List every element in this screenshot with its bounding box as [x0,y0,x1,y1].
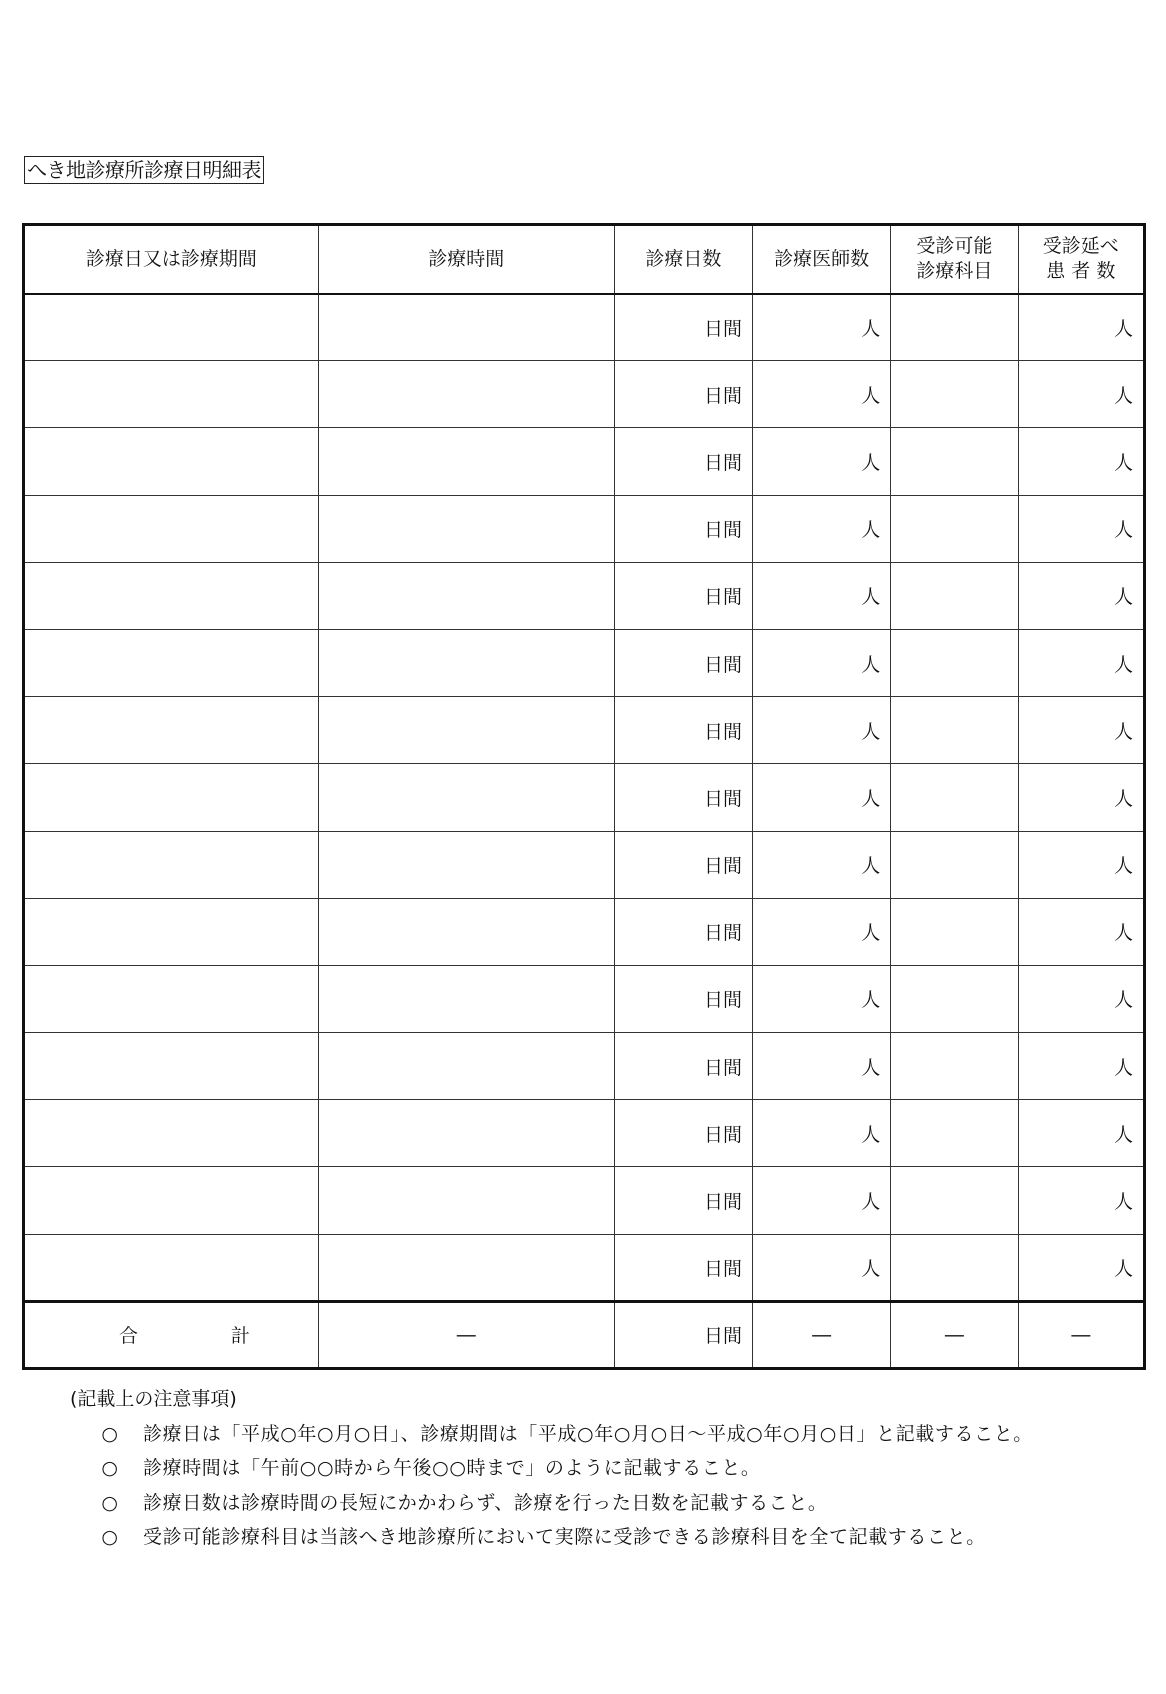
doctors-cell[interactable]: 人 [752,428,890,495]
patients-cell[interactable]: 人 [1018,1033,1144,1100]
doctors-cell[interactable]: 人 [752,831,890,898]
hours-cell[interactable] [318,1033,614,1100]
days-cell[interactable]: 日間 [614,1234,752,1301]
doctors-cell[interactable]: 人 [752,1033,890,1100]
circle-bullet-icon: ○ [101,1422,119,1445]
note-text: 診療日数は診療時間の長短にかかわらず、診療を行った日数を記載すること。 [143,1491,828,1514]
table-row [24,1234,1145,1301]
note-item [70,1417,1160,1452]
doctors-cell[interactable]: 人 [752,361,890,428]
notes-section [70,1382,1160,1555]
table-row [24,1033,1145,1100]
days-cell[interactable]: 日間 [614,697,752,764]
days-cell[interactable]: 日間 [614,1100,752,1167]
note-item [70,1520,1160,1555]
hours-cell[interactable] [318,495,614,562]
departments-cell[interactable] [891,1234,1018,1301]
circle-bullet-icon: ○ [101,1457,119,1479]
total-patients-cell: ― [1018,1301,1144,1368]
date-or-period-cell[interactable] [24,294,319,361]
note-text: 診療時間は「午前○○時から午後○○時まで」のように記載すること。 [143,1457,761,1479]
table-row [24,562,1145,629]
departments-cell[interactable] [891,428,1018,495]
hours-cell[interactable] [318,898,614,965]
hours-cell[interactable] [318,965,614,1032]
date-or-period-cell[interactable] [24,629,319,696]
circle-bullet-icon: ○ [101,1526,119,1548]
departments-cell[interactable] [891,764,1018,831]
departments-cell[interactable] [891,629,1018,696]
header-days: 診療日数 [614,225,752,294]
document-title: へき地診療所診療日明細表 [24,156,264,184]
table-row [24,1100,1145,1167]
patients-cell[interactable]: 人 [1018,1167,1144,1234]
hours-cell[interactable] [318,428,614,495]
table-row [24,764,1145,831]
departments-cell[interactable] [891,1100,1018,1167]
hours-cell[interactable] [318,1167,614,1234]
table-row [24,697,1145,764]
departments-cell[interactable] [891,495,1018,562]
hours-cell[interactable] [318,361,614,428]
date-or-period-cell[interactable] [24,562,319,629]
date-or-period-cell[interactable] [24,495,319,562]
days-cell[interactable]: 日間 [614,428,752,495]
hours-cell[interactable] [318,764,614,831]
note-item [70,1451,1160,1486]
table-row [24,294,1145,361]
header-date-or-period: 診療日又は診療期間 [24,225,319,294]
patients-cell[interactable]: 人 [1018,495,1144,562]
header-hours: 診療時間 [318,225,614,294]
total-label: 合 計 [24,1301,319,1368]
days-cell[interactable]: 日間 [614,495,752,562]
circle-bullet-icon: ○ [101,1491,119,1514]
days-cell[interactable]: 日間 [614,562,752,629]
doctors-cell[interactable]: 人 [752,965,890,1032]
hours-cell[interactable] [318,1234,614,1301]
patients-cell[interactable]: 人 [1018,428,1144,495]
departments-cell[interactable] [891,562,1018,629]
table-header-row [24,225,1145,294]
header-departments: 受診可能 診療科目 [891,225,1018,294]
date-or-period-cell[interactable] [24,697,319,764]
note-text: 受診可能診療科目は当該へき地診療所において実際に受診できる診療科目を全て記載すること。 [143,1526,986,1548]
date-or-period-cell[interactable] [24,1167,319,1234]
days-cell[interactable]: 日間 [614,898,752,965]
table-row [24,831,1145,898]
departments-cell[interactable] [891,831,1018,898]
table-row [24,495,1145,562]
patients-cell[interactable]: 人 [1018,1234,1144,1301]
date-or-period-cell[interactable] [24,361,319,428]
doctors-cell[interactable]: 人 [752,898,890,965]
days-cell[interactable]: 日間 [614,294,752,361]
hours-cell[interactable] [318,629,614,696]
date-or-period-cell[interactable] [24,965,319,1032]
total-days-cell: 日間 [614,1301,752,1368]
patients-cell[interactable]: 人 [1018,1100,1144,1167]
departments-cell[interactable] [891,697,1018,764]
date-or-period-cell[interactable] [24,1100,319,1167]
hours-cell[interactable] [318,294,614,361]
departments-cell[interactable] [891,898,1018,965]
departments-cell[interactable] [891,965,1018,1032]
departments-cell[interactable] [891,361,1018,428]
departments-cell[interactable] [891,1033,1018,1100]
patients-cell[interactable]: 人 [1018,965,1144,1032]
date-or-period-cell[interactable] [24,428,319,495]
hours-cell[interactable] [318,697,614,764]
patients-cell[interactable]: 人 [1018,831,1144,898]
days-cell[interactable]: 日間 [614,629,752,696]
date-or-period-cell[interactable] [24,1234,319,1301]
departments-cell[interactable] [891,1167,1018,1234]
table-row [24,965,1145,1032]
doctors-cell[interactable]: 人 [752,764,890,831]
doctors-cell[interactable]: 人 [752,697,890,764]
table-row [24,629,1145,696]
doctors-cell[interactable]: 人 [752,1100,890,1167]
patients-cell[interactable]: 人 [1018,294,1144,361]
date-or-period-cell[interactable] [24,831,319,898]
departments-cell[interactable] [891,294,1018,361]
total-doctors-cell: ― [752,1301,890,1368]
date-or-period-cell[interactable] [24,764,319,831]
table-row [24,361,1145,428]
total-departments-cell: ― [891,1301,1018,1368]
doctors-cell[interactable]: 人 [752,562,890,629]
days-cell[interactable]: 日間 [614,1033,752,1100]
date-or-period-cell[interactable] [24,1033,319,1100]
table-row [24,898,1145,965]
total-hours-cell: ― [318,1301,614,1368]
patients-cell[interactable]: 人 [1018,562,1144,629]
patients-cell[interactable]: 人 [1018,764,1144,831]
patients-cell[interactable]: 人 [1018,361,1144,428]
table-row [24,1167,1145,1234]
table-row [24,428,1145,495]
hours-cell[interactable] [318,1100,614,1167]
patients-cell[interactable]: 人 [1018,629,1144,696]
notes-heading: (記載上の注意事項) [70,1388,237,1410]
header-doctors: 診療医師数 [752,225,890,294]
hours-cell[interactable] [318,562,614,629]
total-row [24,1301,1145,1368]
patients-cell[interactable]: 人 [1018,697,1144,764]
days-cell[interactable]: 日間 [614,831,752,898]
date-or-period-cell[interactable] [24,898,319,965]
note-item [70,1486,1160,1521]
hours-cell[interactable] [318,831,614,898]
header-patients: 受診延べ 患 者 数 [1018,225,1144,294]
days-cell[interactable]: 日間 [614,361,752,428]
note-text: 診療日は「平成○年○月○日」、診療期間は「平成○年○月○日～平成○年○月○日」と記載すること。 [143,1422,1033,1445]
clinic-schedule-table [22,223,1146,1370]
doctors-cell[interactable]: 人 [752,294,890,361]
days-cell[interactable]: 日間 [614,1167,752,1234]
doctors-cell[interactable]: 人 [752,495,890,562]
doctors-cell[interactable]: 人 [752,1167,890,1234]
patients-cell[interactable]: 人 [1018,898,1144,965]
doctors-cell[interactable]: 人 [752,1234,890,1301]
days-cell[interactable]: 日間 [614,965,752,1032]
doctors-cell[interactable]: 人 [752,629,890,696]
days-cell[interactable]: 日間 [614,764,752,831]
